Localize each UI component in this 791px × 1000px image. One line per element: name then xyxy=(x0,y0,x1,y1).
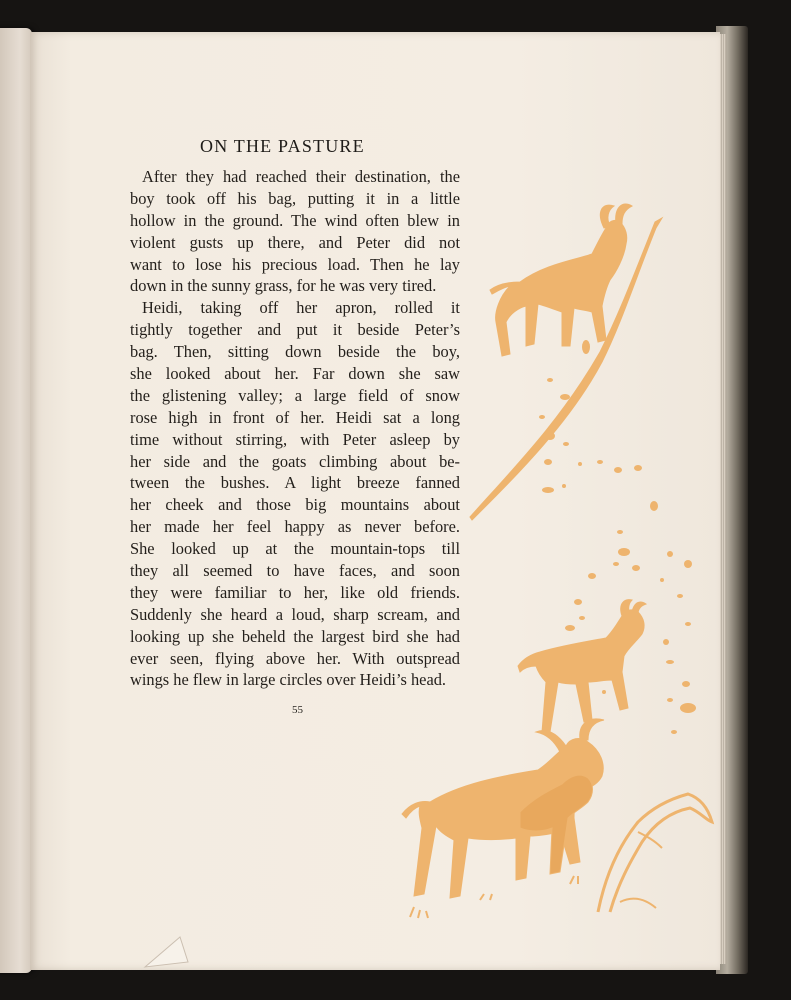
text-line: looking up she beheld the largest bird she had xyxy=(130,626,460,646)
paper-fold-mark xyxy=(140,932,200,972)
page-number: 55 xyxy=(292,704,303,716)
text-line: time without stirring, with Peter asleep by xyxy=(130,429,460,449)
text-line: hollow in the ground. The wind often blew in xyxy=(130,210,460,230)
text-line: her cheek and those big mountains about xyxy=(130,495,460,515)
text-line: down in the sunny grass, for he was very tired. xyxy=(130,276,437,296)
text-line: tightly together and put it beside Peter’s xyxy=(130,320,460,340)
text-line: her side and the goats climbing about be- xyxy=(130,451,460,471)
text-line: After they had reached their destination, the xyxy=(142,167,460,186)
text-line: she looked about her. Far down she saw xyxy=(130,364,460,384)
text-line: her made her feel happy as never before. xyxy=(130,517,460,537)
grass-tufts xyxy=(410,876,578,918)
text-line: violent gusts up there, and Peter did not xyxy=(130,232,460,252)
previous-page-edge xyxy=(0,28,32,973)
text-line: Suddenly she heard a loud, sharp scream, and xyxy=(130,604,460,624)
text-line: they were familiar to her, like old friends. xyxy=(130,582,460,602)
text-line: Heidi, taking off her apron, rolled it xyxy=(142,298,460,318)
text-line: tween the bushes. A light breeze fanned xyxy=(130,473,460,493)
text-line: the glistening valley; a large field of snow xyxy=(130,385,460,405)
text-line: bag. Then, sitting down beside the boy, xyxy=(130,342,460,362)
rock-outline xyxy=(598,794,712,912)
text-line: rose high in front of her. Heidi sat a long xyxy=(130,407,460,427)
text-line: wings he flew in large circles over Heidi’s head. xyxy=(130,670,447,690)
goats-illustration xyxy=(370,172,720,932)
text-line: boy took off his bag, putting it in a little xyxy=(130,188,460,208)
goat-pair-icon xyxy=(402,719,604,898)
text-line: want to lose his precious load. Then he lay xyxy=(130,254,460,274)
text-line: ever seen, flying above her. With outspread xyxy=(130,648,460,668)
text-line: She looked up at the mountain-tops till xyxy=(130,539,460,559)
text-line: they all seemed to have faces, and soon xyxy=(130,561,460,581)
chapter-heading: ON THE PASTURE xyxy=(200,136,365,156)
book-page xyxy=(30,32,720,970)
